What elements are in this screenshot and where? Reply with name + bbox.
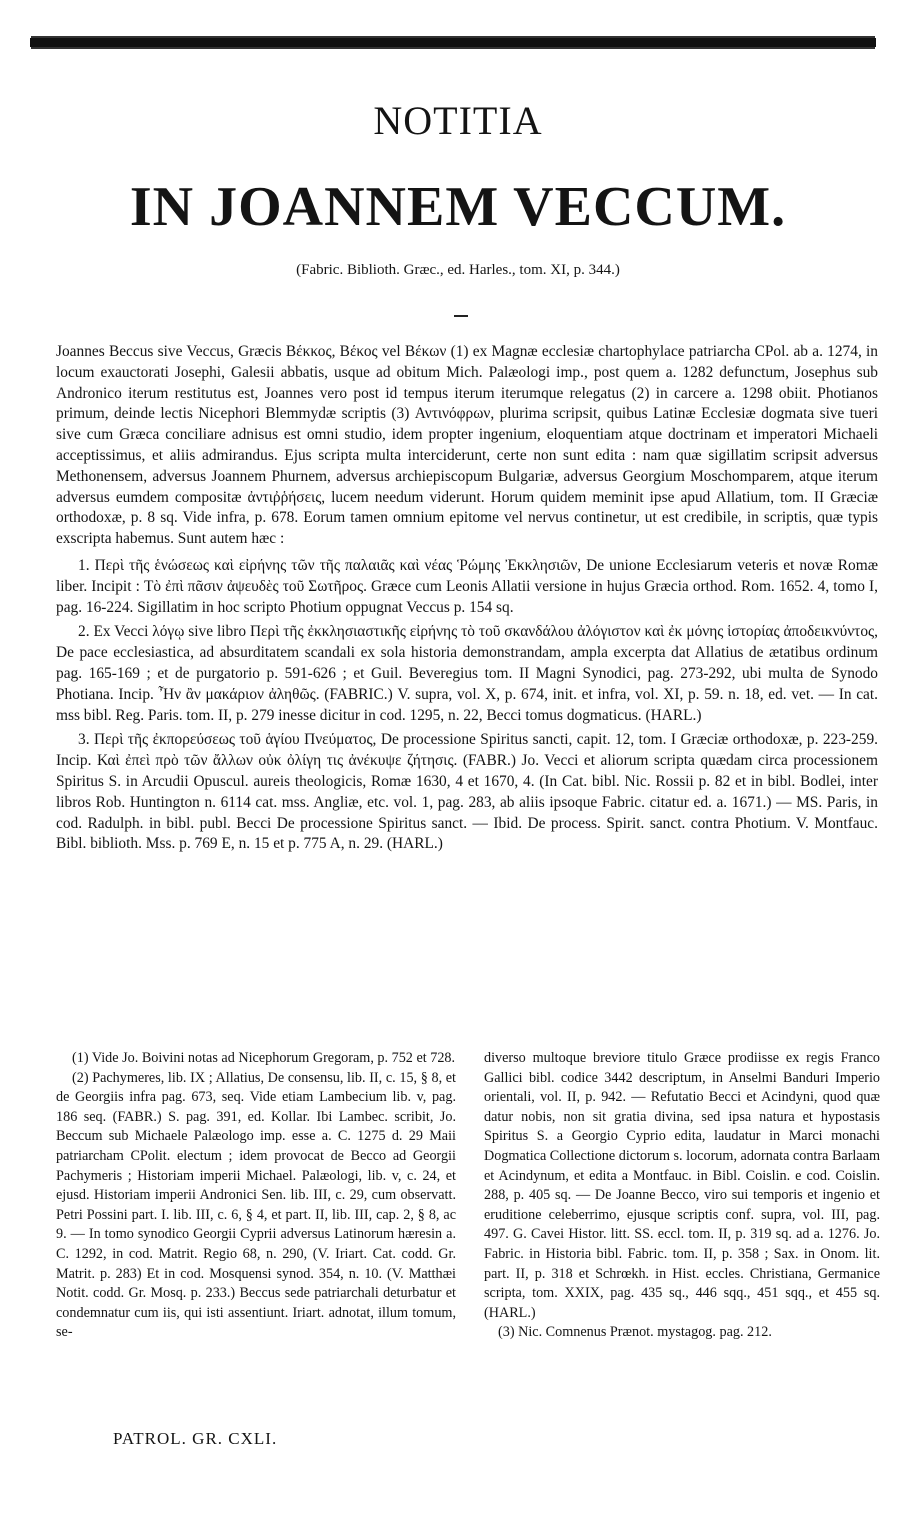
footnote-1: (1) Vide Jo. Boivini notas ad Nicephorum Gregoram, p. 752 et 728.: [72, 1050, 456, 1066]
source-citation: (Fabric. Biblioth. Græc., ed. Harles., tom. XI, p. 344.): [296, 262, 620, 278]
top-rule: [30, 38, 876, 47]
main-text: [56, 342, 878, 859]
work-item-3: 3. Περὶ τῆς ἐκπορεύσεως τοῦ ἁγίου Πνεύματος, De processione Spiritus sancti, capit. 12, tom. I Græciæ orthodoxæ, p. 223-259. Incip. Καὶ ἐπεὶ πρὸ τῶν ἄλλων οὐκ ὀλίγη τις ἀνέκυψε ζήτησις. (FABR.) Jo. Vecci et aliorum scripta quædam circa processionem Spiritus S. in Arcudii Opuscul. aureis theologicis, Romæ 1630, 4 et 1670, 4. (In Cat. bibl. Nic. Rossii p. 82 et in bibl. Bodlei, inter libros Rob. Huntington n. 6114 cat. mss. Angliæ, etc. vol. 1, pag. 283, ab aliis ipsoque Fabric. citatur ed. a. 1671.) — MS. Paris, in cod. Radulph. in bibl. publ. Becci De processione Spiritus sanct. — Ibid. De process. Spirit. sanct. contra Photium. V. Montfauc. Bibl. biblioth. Mss. p. 769 E, n. 15 et p. 775 A, n. 29. (HARL.): [56, 731, 878, 853]
separator-dash: [454, 315, 468, 317]
work-item-1: 1. Περὶ τῆς ἑνώσεως καὶ εἰρήνης τῶν τῆς παλαιᾶς καὶ νέας Ῥώμης Ἐκκλησιῶν, De unione Ecclesiarum veteris et novæ Romæ liber. Incipit : Τὸ ἐπὶ πᾶσιν ἀψευδὲς τοῦ Σωτῆρος. Græce cum Leonis Allatii versione in hujus Græcia orthod. Rom. 1652. 4, tomo I, pag. 16-224. Sigillatim in hoc scripto Photium oppugnat Veccus p. 154 sq.: [56, 556, 878, 616]
title-notitia: NOTITIA: [373, 98, 543, 143]
work-item-2: 2. Ex Vecci λόγῳ sive libro Περὶ τῆς ἐκκλησιαστικῆς εἰρήνης τὸ τοῦ σκανδάλου ἀλόγιστον καὶ ἐκ μόνης ἱστορίας ἀποδεικνύντος, De pace ecclesiastica, ad absurditatem scandali ex sola historia demonstrandam, ampla excerpta dat Allatius de ætatibus ordinum pag. 165-169 ; et de purgatorio p. 591-626 ; et Guil. Beveregius tom. II Magni Synodici, pag. 273-292, ubi multa de Synodo Photiana. Incip. Ἦν ἂν μακάριον ἀληθῶς. (FABRIC.) V. supra, vol. X, p. 674, init. et infra, vol. XI, p. 59. n. 18, ed. vet. — In cat. mss bibl. Reg. Paris. tom. II, p. 279 inesse dicitur in cod. 1295, n. 22, Becci tomus dogmaticus. (HARL.): [56, 623, 878, 724]
page-signature: PATROL. GR. CXLI.: [113, 1429, 278, 1448]
footnote-2: (2) Pachymeres, lib. IX ; Allatius, De consensu, lib. II, c. 15, § 8, et de Georgiis infra pag. 673, seq. Vide etiam Lambecium lib. v, pag. 186 seq. (FABR.) S. pag. 391, ed. Kollar. Ibi Lambec. scribit, Jo. Beccum sub Michaele Palæologo imp. esse a. C. 1275 d. 29 Maii patriarcham CPolit. electum ; idem provocat de Becco ad Georgii Pachymeris ; Historiam imperii Michael. Palæologi, lib. v, c. 24, et ejusd. Historiam imperii Andronici Sen. lib. III, c. 29, cum observatt. Petri Possini part. I. lib. III, c. 6, § 4, et part. II, lib. III, cap. 2, § 8, ac 9. — In tomo synodico Georgii Cyprii adversus Latinorum hæresin a. C. 1292, in cod. Matrit. Regio 68, n. 290, (V. Iriart. Cat. codd. Gr. Matrit. p. 283) Et in cod. Mosquensi synod. 354, n. 10. (V. Matthæi Notit. codd. Gr. Mosq. p. 233.) Beccus sede patriarchali deturbatur et condemnatur cum iis, qui isti assentiunt. Iriart. adnotat, illum tomum, se-: [56, 1069, 456, 1341]
intro-paragraph: Joannes Beccus sive Veccus, Græcis Βέκκος, Βέκος vel Βέκων (1) ex Magnæ ecclesiæ chartophylace patriarcha CPol. ab a. 1274, in locum exauctorati Josephi, Galesii abbatis, usque ad obitum Mich. Palæologi imp., post quem a. 1282 defunctum, Josephus sub Andronico iterum restitutus est, Joannes vero post id tempus iterum iterumque relegatus (2) in carcere a. 1298 obiit. Photianos primum, deinde lectis Nicephori Blemmydæ scriptis (3) Αντινόφρων, plurima scripsit, quibus Latinæ Ecclesiæ dogmata sive tueri sive cum Græca conciliare adnisus est omni studio, idem propter ingenium, eloquentiam atque doctrinam et imperatori Michaeli acceptissimus, et aliis admirandus. Ejus scripta multa interciderunt, certe non sunt edita : nam quæ sigillatim scripsit adversus Methonensem, adversus Joannem Phurnem, adversus archiepiscopum Bulgariæ, adversus Georgium Moschomparem, atque iterum adversus eumdem compositæ ἀντιῤῥήσεις, lucem needum viderunt. Horum quidem meminit ipse apud Allatium, tom. II Græciæ orthodoxæ, p. 8 sq. Vide infra, p. 678. Eorum tamen omnium epitome vel nervus continetur, ut est credibile, in scriptis, quæ typis exscripta habemus. Sunt autem hæc :: [56, 343, 878, 548]
footnotes-right-column: [484, 1049, 880, 1343]
footnotes-left-column: [56, 1049, 456, 1343]
footnote-3: (3) Nic. Comnenus Prænot. mystagog. pag. 212.: [498, 1324, 772, 1341]
footnote-2-continued: diverso multoque breviore titulo Græce prodiisse ex regis Franco Gallici bibl. codice 3442 descriptum, in Anselmi Banduri Imperio orientali, vol. II, p. 942. — Refutatio Becci et Acindyni, quod quæ datur nobis, non sit gratia divina, sed ipsa natura et hypostasis Spiritus S. a Georgio Cyprio edita, laudatur in Marci monachi Dogmatica Collectione dictorum s. locorum, adornata contra Barlaam et Acindynum, et edita a Montfauc. in Bibl. Coislin. e cod. Coislin. 288, p. 405 sq. — De Joanne Becco, viro sui temporis et ingenio et eruditione celeberrimo, ejusque scriptis conf. supra, vol. III, pag. 497. G. Cavei Histor. litt. SS. eccl. tom. II, p. 319 sq. ad a. 1276. Jo. Fabric. in Historia bibl. Fabric. tom. II, p. 358 ; Sax. in Onom. lit. part. II, p. 318 et Schrœkh. in Hist. eccles. Christiana, Germanice scripta, tom. XXIX, pag. 435 sq., 446 sqq., 451 sqq., et 455 sq. (HARL.): [484, 1050, 880, 1321]
title-main: IN JOANNEM VECCUM.: [129, 176, 787, 238]
